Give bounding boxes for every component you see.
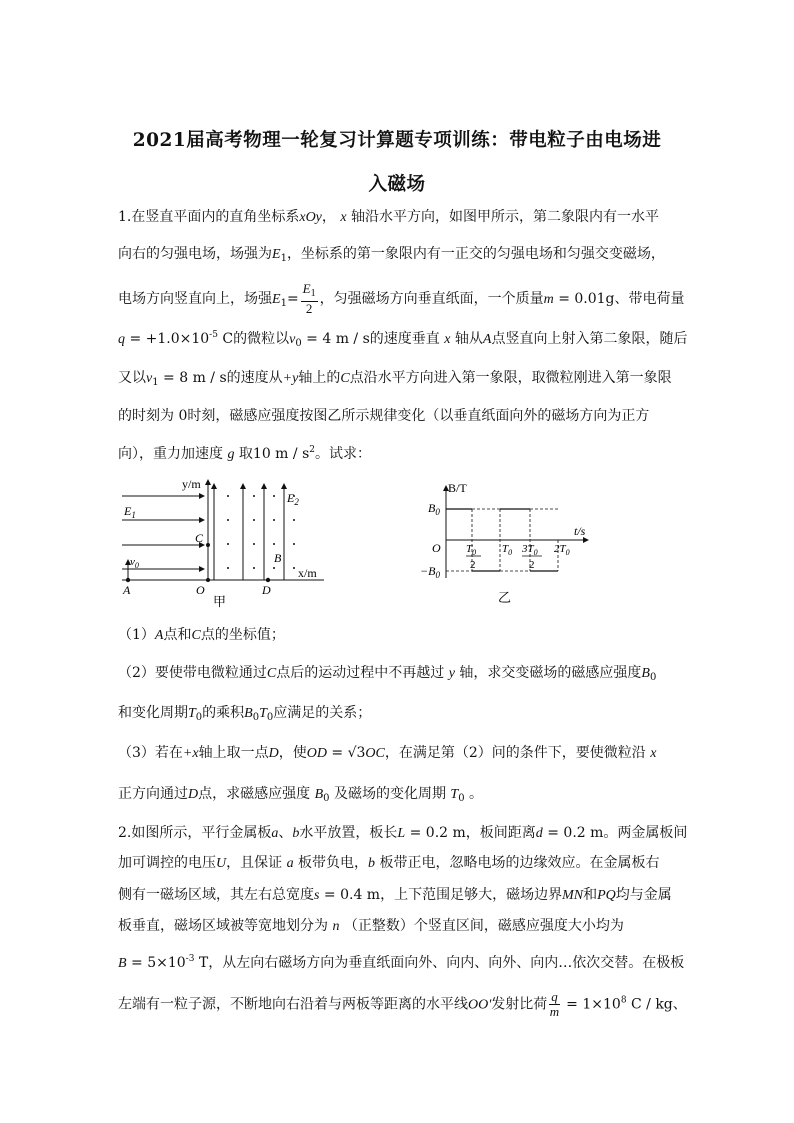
y-axis-label: y/m: [182, 477, 201, 491]
b-axis-label: B/T: [448, 481, 467, 495]
d-label: D: [262, 583, 271, 597]
q1-sub-3-cont: 正方向通过D点，求磁感应强度 $B_0$ 及磁场的变化周期 $T_0$ 。: [118, 786, 484, 804]
a-label: A: [123, 583, 131, 597]
q2-line-5: $B = 5\times 10^{-3}$ T，从左向右磁场方向为垂直纸面向外、向内、向外、向内…依次交替。在极板: [118, 954, 685, 971]
point-a: [126, 578, 130, 582]
q1-line-2: 向右的匀强电场，场强为$E_1$，坐标系的第一象限内有一正交的匀强电场和匀强交变磁场，: [118, 246, 665, 264]
page-title-continued: 入磁场: [368, 174, 426, 195]
neg-b0-label: $-B_0$: [420, 564, 440, 580]
q1-line-1: 1.在竖直平面内的直角坐标系xOy， x 轴沿水平方向，如图甲所示，第二象限内有一水平: [118, 209, 660, 225]
point-d: [266, 578, 270, 582]
q2-line-1: 2.如图所示，平行金属板a、b水平放置，板长L = 0.2 m，板间距离d = 0.2 m。两金属板间: [118, 825, 688, 841]
figure-yi-caption: 乙: [498, 590, 512, 605]
figure-jia-caption: 甲: [213, 594, 227, 608]
x-axis-label: x/m: [298, 566, 317, 580]
q1-sub-2: （2）要使带电微粒通过C点后的运动过程中不再越过 y 轴，求交变磁场的磁感应强度$B_0$: [118, 665, 657, 683]
q1-line-6: 的时刻为 0时刻，磁感应强度按图乙所示规律变化（以垂直纸面向外的磁场方向为正方: [118, 408, 650, 424]
e2-label: $E_2$: [287, 491, 299, 507]
q1-sub-1: （1）A点和C点的坐标值；: [118, 627, 285, 643]
figure-jia: [118, 472, 340, 608]
v0-label: $v_0$: [130, 556, 139, 570]
b0-label: $B_0$: [428, 501, 440, 517]
tick-t0: $T_0$: [502, 543, 513, 557]
tick-t0-half-num: $T_0$: [466, 543, 477, 557]
page-title: 2021届高考物理一轮复习计算题专项训练：带电粒子由电场进: [132, 130, 662, 151]
q2-line-3: 侧有一磁场区域，其左右总宽度s = 0.4 m，上下范围足够大，磁场边界MN和PQ均与金属: [118, 887, 672, 903]
point-o: [206, 578, 210, 582]
charge-mass-fraction: $\frac{q}{m}$: [549, 989, 560, 1019]
e1-over-2-fraction: $\frac{E_1}{2}$: [302, 281, 316, 316]
tick-3t0-half-num: $3T_0$: [522, 543, 538, 557]
tick-2t0: $2T_0$: [554, 543, 570, 557]
q1-sub-3: （3）若在+x轴上取一点D，使OD = √3OC，在满足第（2）问的条件下，要使微粒沿 x: [118, 745, 657, 761]
tick-t0-half-den: 2: [470, 559, 476, 571]
tick-3t0-half-den: 2: [529, 559, 535, 571]
q1-sub-2-cont: 和变化周期$T_0$的乘积$B_0T_0$应满足的关系；: [118, 705, 372, 723]
point-c: [206, 543, 210, 547]
q1-line-3: 电场方向竖直向上，场强$E_1=$ $\frac{E_1}{2}$ ，匀强磁场方向垂直纸面，一个质量m = 0.01g、带电荷量: [118, 281, 685, 316]
c-label: C: [195, 531, 204, 545]
q1-line-5: 又以$v_1 = 8$ m / s的速度从+y轴上的C点沿水平方向进入第一象限，取微粒刚进入第一象限: [118, 370, 672, 388]
t-axis-label: t/s: [574, 524, 586, 538]
q1-line-4: $q = +1.0\times 10^{-5}$ C的微粒以$v_0 = 4$ m / s的速度垂直 x 轴从A点竖直向上射入第二象限，随后: [118, 330, 688, 349]
figure-yi: [420, 478, 600, 606]
q2-line-4: 板垂直，磁场区域被等宽地划分为 n （正整数）个竖直区间，磁感应强度大小均为: [118, 918, 624, 934]
e1-label: $E_1$: [124, 504, 136, 520]
o-label: O: [196, 583, 205, 597]
origin-label: O: [432, 541, 441, 555]
q2-line-6: 左端有一粒子源，不断地向右沿着与两板等距离的水平线OO'发射比荷 $\frac{q}{m}$ = $1\times 10^8$ C / kg、: [118, 989, 687, 1019]
magnetic-field-dots: [227, 495, 295, 569]
q2-line-2: 加可调控的电压U，且保证 a 板带负电，b 板带正电，忽略电场的边缘效应。在金属板右: [118, 855, 660, 871]
q1-line-7: 向），重力加速度 g 取10 m / $s^2$。试求：: [118, 445, 371, 462]
b-label: B: [274, 551, 282, 565]
